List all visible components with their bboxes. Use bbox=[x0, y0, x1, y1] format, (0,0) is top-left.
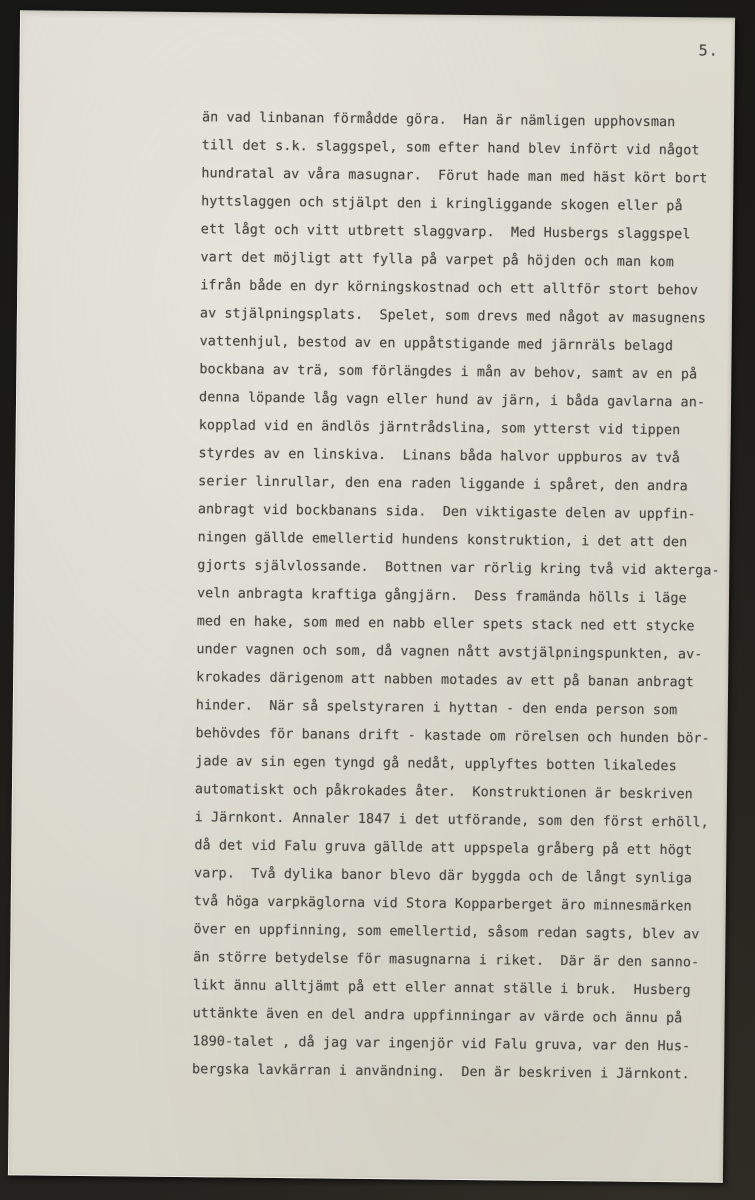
manuscript-page bbox=[8, 10, 735, 1182]
page-number: 5. bbox=[698, 41, 719, 60]
typewritten-body-text: än vad linbanan förmådde göra. Han är nämligen upphovsman till det s.k. slaggspel, som efter hand blev infört vid något hundratal av våra masugnar. Förut hade man med häst kört bort hyttslaggen och stjälpt den i kringliggande skogen eller på ett lågt och vitt utbrett slaggvarp. Med Husbergs slaggspel vart det möjligt att fylla på varpet på höjden och man kom ifrån både en dyr körningskostnad och ett alltför stort behov av stjälpningsplats. Spelet, som drevs med något av masugnens vattenhjul, bestod av en uppåtstigande med järnräls belagd bockbana av trä, som förlängdes i mån av behov, samt av en på denna löpande låg vagn eller hund av järn, i båda gavlarna an- kopplad vid en ändlös järntrådslina, som ytterst vid tippen styrdes av en linskiva. Linans båda halvor uppburos av två serier linrullar, den ena raden liggande i spåret, den andra anbragt vid bockbanans sida. Den viktigaste delen av uppfin- ningen gällde emellertid hundens konstruktion, i det att den gjorts självlossande. Bottnen var rörlig kring två vid akterga- veln anbragta kraftiga gångjärn. Dess framända hölls i läge med en hake, som med en nabb eller spets stack ned ett stycke under vagnen och som, då vagnen nått avstjälpningspunkten, av- krokades därigenom att nabben motades av ett på banan anbragt hinder. När så spelstyraren i hyttan - den enda person som behövdes för banans drift - kastade om rörelsen och hunden bör- jade av sin egen tyngd gå nedåt, upplyftes botten likaledes automatiskt och påkrokades åter. Konstruktionen är beskriven i Järnkont. Annaler 1847 i det utförande, som den först erhöll, då det vid Falu gruva gällde att uppspela gråberg på ett högt varp. Två dylika banor blevo där byggda och de långt synliga två höga varpkäglorna vid Stora Kopparberget äro minnesmärken över en uppfinning, som emellertid, såsom redan sagts, blev av än större betydelse för masugnarna i riket. Där är den sanno- likt ännu alltjämt på ett eller annat ställe i bruk. Husberg uttänkte även en del andra uppfinningar av värde och ännu på 1890-talet , då jag var ingenjör vid Falu gruva, var den Hus- bergska lavkärran i användning. Den är beskriven i Järnkont. bbox=[191, 110, 720, 1083]
